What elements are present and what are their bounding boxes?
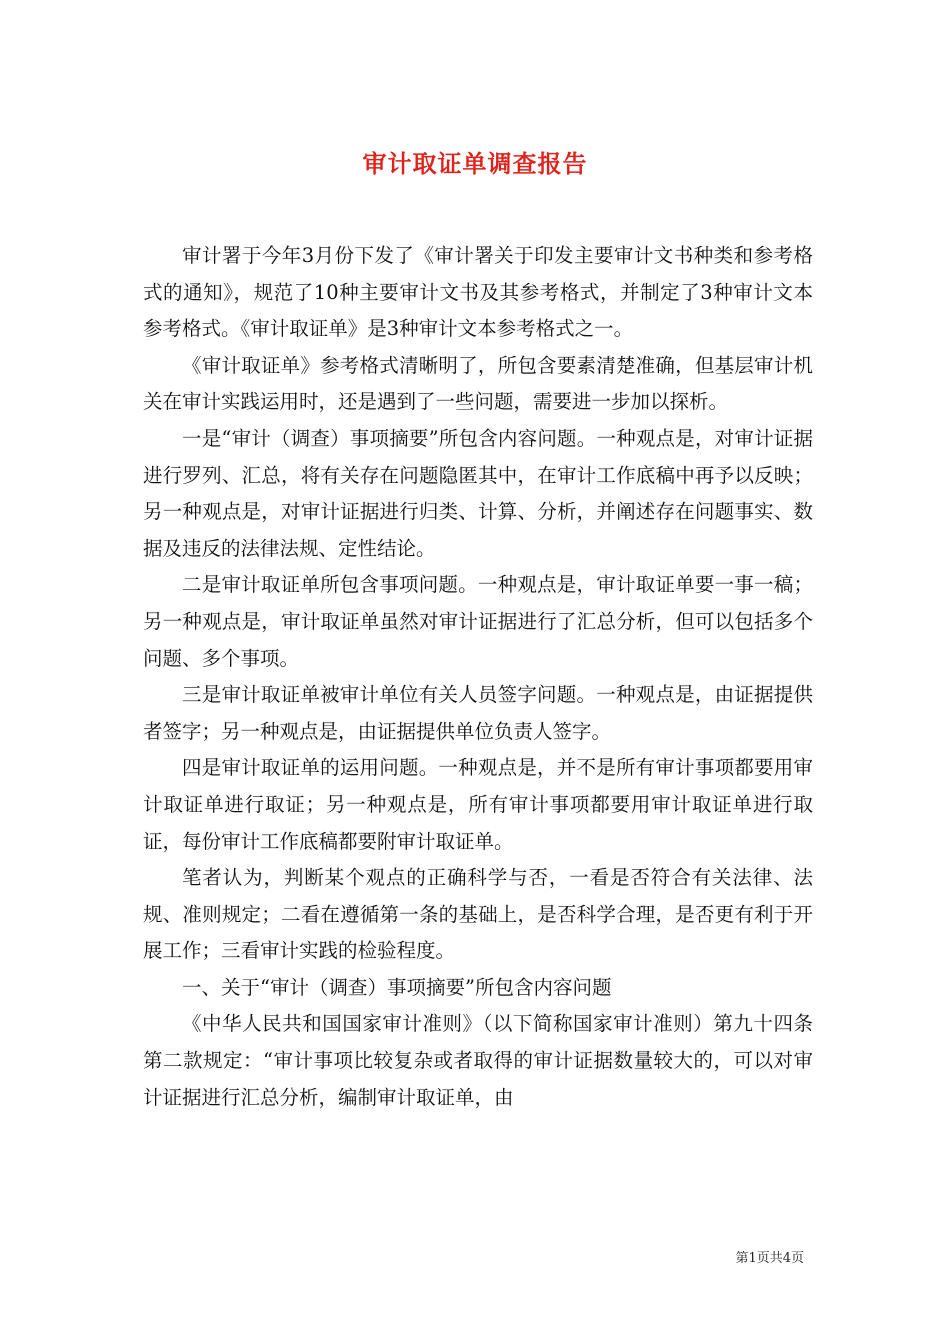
paragraph: 二是审计取证单所包含事项问题。一种观点是，审计取证单要一事一稿；另一种观点是，审计取证单虽然对审计证据进行了汇总分析，但可以包括多个问题、多个事项。 <box>143 573 813 670</box>
paragraph: 三是审计取证单被审计单位有关人员签字问题。一种观点是，由证据提供者签字；另一种观点是，由证据提供单位负责人签字。 <box>143 683 813 743</box>
paragraph: 一是“审计（调查）事项摘要”所包含内容问题。一种观点是，对审计证据进行罗列、汇总，将有关存在问题隐匿其中，在审计工作底稿中再予以反映；另一种观点是，对审计证据进行归类、计算、分析，并阐述存在问题事实、数据及违反的法律法规、定性结论。 <box>143 426 813 560</box>
document-title: 审计取证单调查报告 <box>362 149 588 179</box>
paragraph: 《中华人民共和国国家审计准则》（以下简称国家审计准则）第九十四条第二款规定：“审计事项比较复杂或者取得的审计证据数量较大的，可以对审计证据进行汇总分析，编制审计取证单，由 <box>143 1012 813 1109</box>
paragraph: 四是审计取证单的运用问题。一种观点是，并不是所有审计事项都要用审计取证单进行取证；另一种观点是，所有审计事项都要用审计取证单进行取证，每份审计工作底稿都要附审计取证单。 <box>143 756 813 853</box>
paragraph: 《审计取证单》参考格式清晰明了，所包含要素清楚准确，但基层审计机关在审计实践运用时，还是遇到了一些问题，需要进一步加以探析。 <box>143 353 813 414</box>
paragraph: 笔者认为，判断某个观点的正确科学与否，一看是否符合有关法律、法规、准则规定；二看在遵循第一条的基础上，是否科学合理，是否更有利于开展工作；三看审计实践的检验程度。 <box>143 866 813 963</box>
paragraph: 审计署于今年3月份下发了《审计署关于印发主要审计文书种类和参考格式的通知》，规范了10种主要审计文书及其参考格式，并制定了3种审计文本参考格式。《审计取证单》是3种审计文本参考格式之一。 <box>143 244 813 341</box>
section-heading: 一、关于“审计（调查）事项摘要”所包含内容问题 <box>182 975 612 999</box>
document-body <box>143 238 813 1116</box>
page-number: 第1页共4页 <box>735 1251 804 1266</box>
